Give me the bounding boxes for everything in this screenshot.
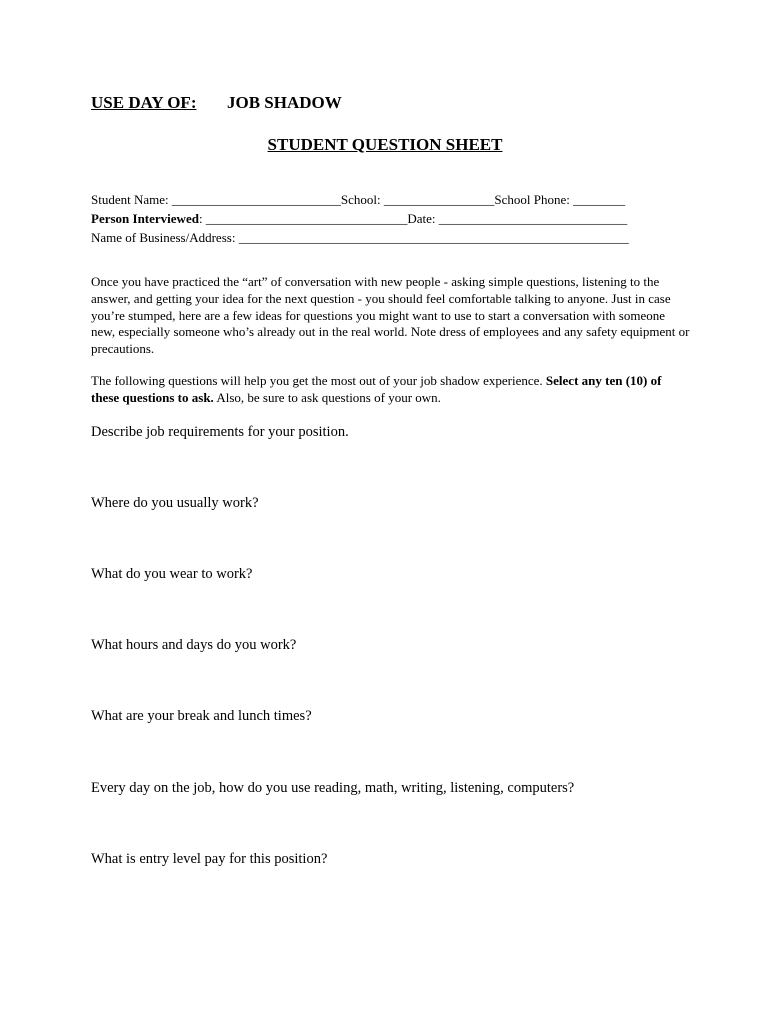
student-info-line	[91, 192, 625, 208]
question-item: Where do you usually work?	[91, 495, 259, 511]
school-phone-label: School Phone:	[494, 192, 574, 207]
school-label: School:	[340, 192, 384, 207]
school-field[interactable]: _________________	[383, 192, 495, 207]
business-field[interactable]: ____________________________________________________________	[238, 230, 629, 245]
header-row	[91, 93, 342, 113]
date-field[interactable]: _____________________________	[438, 211, 628, 226]
question-item: Every day on the job, how do you use reading, math, writing, listening, computers?	[91, 780, 575, 796]
instructions-text-start: The following questions will help you get the most out of your job shadow experience.	[91, 373, 546, 388]
person-interviewed-field[interactable]: _______________________________	[205, 211, 408, 226]
date-label: Date:	[407, 211, 439, 226]
question-item: What are your break and lunch times?	[91, 708, 312, 724]
job-shadow-label: JOB SHADOW	[227, 93, 342, 112]
person-interviewed-label: Person Interviewed	[91, 211, 199, 226]
business-info-line	[91, 230, 629, 246]
instructions-paragraph	[91, 373, 691, 407]
question-item: Describe job requirements for your position.	[91, 424, 349, 440]
question-item: What hours and days do you work?	[91, 637, 297, 653]
instructions-text-end: Also, be sure to ask questions of your own.	[213, 389, 441, 405]
instructions-text-bold: Select any ten (10) of these questions to ask.	[91, 373, 662, 405]
use-day-of-label: USE DAY OF:	[91, 93, 197, 112]
business-label: Name of Business/Address:	[91, 230, 239, 245]
question-item: What do you wear to work?	[91, 566, 253, 582]
question-item: What is entry level pay for this position?	[91, 851, 328, 867]
student-name-label: Student Name:	[91, 192, 172, 207]
intro-paragraph: Once you have practiced the “art” of conversation with new people - asking simple questions, listening to the answer, and getting your idea for the next question - you should feel comfortable talking to anyone. Just in case you’re stumped, here are a few ideas for questions you might want to use to start a conversation with someone new, especially someone who’s already out in the real world. Note dress of employees and any safety equipment or precautions.	[91, 274, 690, 357]
person-interviewed-colon: :	[198, 211, 206, 226]
page-title: STUDENT QUESTION SHEET	[267, 135, 503, 154]
student-name-field[interactable]: __________________________	[171, 192, 341, 207]
school-phone-field[interactable]: ________	[573, 192, 626, 207]
interview-info-line	[91, 211, 627, 227]
